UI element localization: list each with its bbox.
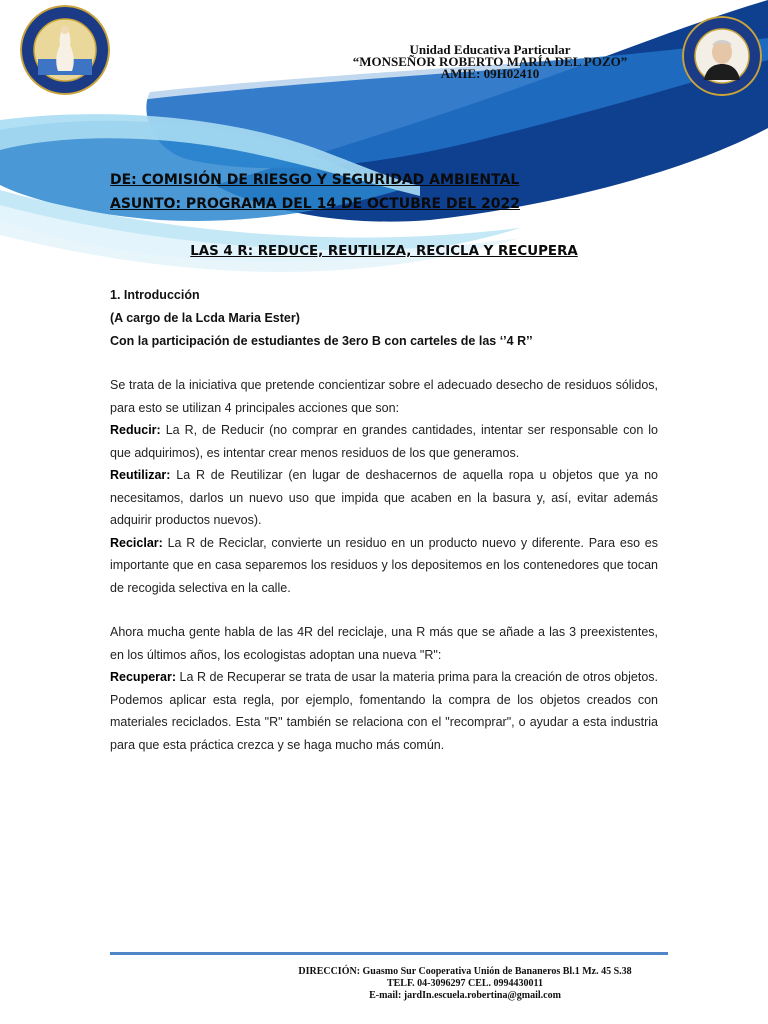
footer-phones: TELF. 04-3096297 CEL. 0994430011: [386, 978, 544, 989]
footer-email: E-mail: jardIn.escuela.robertina@gmail.com: [369, 990, 561, 1001]
body-paragraph-intro: Se trata de la iniciativa que pretende concientizar sobre el adecuado desecho de residuos sólidos, para esto se utilizan 4 principales acciones que son:: [110, 378, 658, 415]
institution-header: [280, 44, 700, 80]
institution-name: “MONSEÑOR ROBERTO MARÍA DEL POZO”: [352, 54, 628, 69]
document-title: LAS 4 R: REDUCE, REUTILIZA, RECICLA Y RECUPERA: [190, 244, 578, 259]
reciclar-text: La R de Reciclar, convierte un residuo en un producto nuevo y diferente. Para eso es importante que en casa separemos los residuos y los depositemos en los contenedores que tocan de recogida selectiva en la calle.: [110, 535, 658, 595]
footer-contact: [240, 966, 690, 1002]
reciclar-paragraph: [110, 532, 658, 600]
intro-heading: 1. Introducción: [110, 288, 200, 302]
memo-from: DE: COMISIÓN DE RIESGO Y SEGURIDAD AMBIENTAL: [110, 172, 520, 188]
body-paragraph-4r: Ahora mucha gente habla de las 4R del reciclaje, una R más que se añade a las 3 preexistentes, en los últimos años, los ecologistas adoptan una nueva "R":: [110, 625, 658, 662]
introduction-section: [110, 284, 670, 353]
footer-address: DIRECCIÓN: Guasmo Sur Cooperativa Unión de Bananeros Bl.1 Mz. 45 S.38: [298, 966, 632, 977]
document-body: [110, 374, 658, 756]
reciclar-label: Reciclar:: [110, 535, 163, 550]
memo-heading: [110, 168, 670, 216]
footer-divider: [110, 952, 668, 955]
amie-code: AMIE: 09H02410: [440, 66, 540, 81]
reducir-text: La R, de Reducir (no comprar en grandes cantidades, intentar ser responsable con lo que adquirimos), es intentar crear menos residuos de los que generamos.: [110, 423, 658, 460]
memo-subject: ASUNTO: PROGRAMA DEL 14 DE OCTUBRE DEL 2022: [110, 196, 520, 212]
reutilizar-label: Reutilizar:: [110, 468, 171, 482]
reducir-label: Reducir:: [110, 423, 161, 437]
recuperar-paragraph: [110, 666, 658, 756]
institution-type: Unidad Educativa Particular: [409, 42, 571, 57]
intro-participation: Con la participación de estudiantes de 3ero B con carteles de las ‘’4 R’’: [110, 334, 533, 348]
recuperar-text: La R de Recuperar se trata de usar la materia prima para la creación de otros objetos. Podemos aplicar esta regla, por ejemplo, fomentando la compra de los objetos creados con materiales reciclados. Esta "R" también se relaciona con el "recomprar", o ayudar a esta industria para que esta práctica crezca y se haga mucho más común.: [110, 670, 658, 752]
school-seal-left: [20, 5, 110, 95]
reutilizar-text: La R de Reutilizar (en lugar de deshacernos de aquella ropa u objetos que ya no necesitamos, darlos un nuevo uso que impida que acaben en la basura y, así, evitar además adquirir productos nuevos).: [110, 468, 658, 527]
reutilizar-paragraph: [110, 464, 658, 532]
reducir-paragraph: [110, 419, 658, 464]
recuperar-label: Recuperar:: [110, 670, 176, 684]
intro-charge: (A cargo de la Lcda Maria Ester): [110, 311, 300, 325]
